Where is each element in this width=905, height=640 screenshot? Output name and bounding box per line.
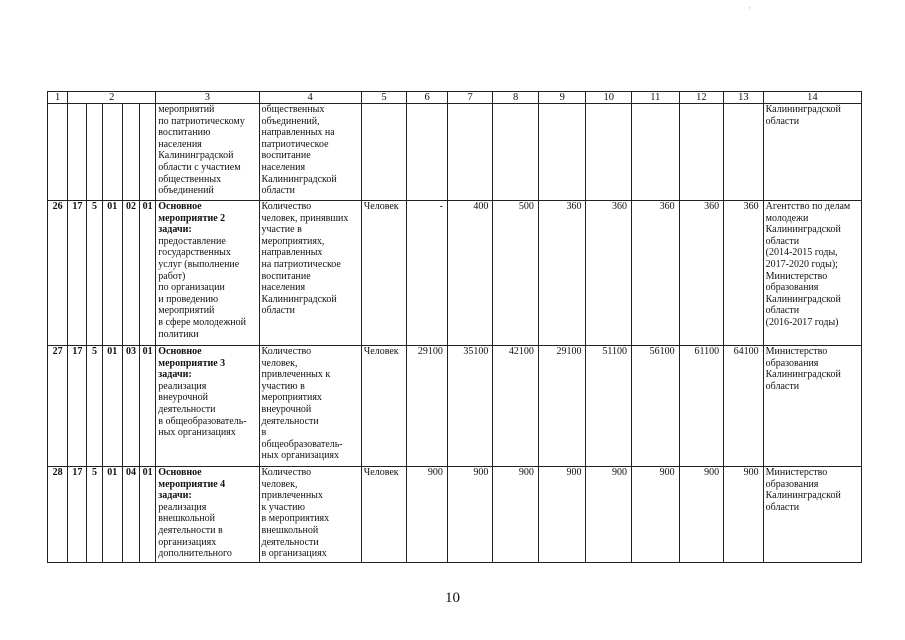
- code-subprogram: 5: [87, 201, 102, 346]
- column-number: 10: [586, 92, 632, 104]
- row-number: 26: [48, 201, 68, 346]
- code-indicator: [140, 104, 156, 201]
- event-description: реализация внешкольной деятельности в организациях дополнительного: [158, 501, 232, 560]
- event-name-cell: [156, 104, 259, 201]
- unit-of-measure: Человек: [361, 346, 407, 467]
- column-number: 11: [632, 92, 680, 104]
- row-number: 27: [48, 346, 68, 467]
- indicator-name: Количество человек, привлеченных к участию в мероприятиях внешкольной деятельности в организациях: [259, 467, 361, 563]
- indicator-value: 900: [407, 467, 447, 563]
- indicator-value: 900: [538, 467, 586, 563]
- indicator-value: 61100: [679, 346, 724, 467]
- code-task: 01: [102, 346, 122, 467]
- indicator-value: 360: [679, 201, 724, 346]
- code-indicator: 01: [140, 346, 156, 467]
- indicator-value: [679, 104, 724, 201]
- event-name-cell: [156, 201, 259, 346]
- indicator-value: 56100: [632, 346, 680, 467]
- column-number: 14: [763, 92, 861, 104]
- event-description: мероприятий по патриотическому воспитанию населения Калининградской области с участием общественных объединений: [158, 104, 245, 197]
- indicator-name: Количество человек, привлеченных к участию в мероприятиях внеурочной деятельности в общеобразователь- ных организациях: [259, 346, 361, 467]
- unit-of-measure: Человек: [361, 201, 407, 346]
- column-number: 12: [679, 92, 724, 104]
- code-task: 01: [102, 201, 122, 346]
- table-row: [48, 201, 862, 346]
- executor: Агентство по делам молодежи Калининградской области (2014-2015 годы, 2017-2020 годы); Министерство образования Калининградской области (2016-2017 годы): [763, 201, 861, 346]
- indicator-value: [407, 104, 447, 201]
- column-number: 13: [724, 92, 763, 104]
- indicator-value: 360: [632, 201, 680, 346]
- column-number: 3: [156, 92, 259, 104]
- column-number: 8: [493, 92, 539, 104]
- event-title: Основное мероприятие 4 задачи:: [158, 467, 226, 502]
- column-number: 4: [259, 92, 361, 104]
- unit-of-measure: Человек: [361, 467, 407, 563]
- indicator-value: 900: [447, 467, 493, 563]
- indicator-value: 900: [493, 467, 539, 563]
- executor: Министерство образования Калининградской области: [763, 467, 861, 563]
- indicator-value: [632, 104, 680, 201]
- column-number: 6: [407, 92, 447, 104]
- table-row: [48, 467, 862, 563]
- code-event: [122, 104, 139, 201]
- indicator-value: 900: [724, 467, 763, 563]
- event-name-cell: [156, 467, 259, 563]
- code-event: 04: [122, 467, 139, 563]
- code-subprogram: 5: [87, 467, 102, 563]
- column-number: 1: [48, 92, 68, 104]
- indicator-value: [724, 104, 763, 201]
- column-number: 9: [538, 92, 586, 104]
- indicator-value: 400: [447, 201, 493, 346]
- executor: Калининградской области: [763, 104, 861, 201]
- row-number: 28: [48, 467, 68, 563]
- code-event: 03: [122, 346, 139, 467]
- unit-of-measure: [361, 104, 407, 201]
- indicator-name: общественных объединений, направленных на патриотическое воспитание населения Калининградской области: [259, 104, 361, 201]
- indicator-value: 360: [724, 201, 763, 346]
- executor: Министерство образования Калининградской области: [763, 346, 861, 467]
- indicator-value: 500: [493, 201, 539, 346]
- event-name-cell: [156, 346, 259, 467]
- indicator-value: 360: [586, 201, 632, 346]
- indicator-value: 29100: [538, 346, 586, 467]
- indicator-value: [538, 104, 586, 201]
- code-indicator: 01: [140, 201, 156, 346]
- indicator-value: [447, 104, 493, 201]
- column-number: 5: [361, 92, 407, 104]
- code-task: 01: [102, 467, 122, 563]
- code-indicator: 01: [140, 467, 156, 563]
- code-event: 02: [122, 201, 139, 346]
- indicator-value: 35100: [447, 346, 493, 467]
- code-subprogram: 5: [87, 346, 102, 467]
- page-number: 10: [445, 590, 460, 606]
- code-program: 17: [68, 467, 87, 563]
- scan-mark: ·: [748, 3, 751, 13]
- indicator-value: -: [407, 201, 447, 346]
- code-task: [102, 104, 122, 201]
- indicator-value: 900: [679, 467, 724, 563]
- code-program: 17: [68, 346, 87, 467]
- table-row: [48, 104, 862, 201]
- indicator-value: [493, 104, 539, 201]
- indicator-value: 29100: [407, 346, 447, 467]
- column-number: 2: [68, 92, 156, 104]
- row-number: [48, 104, 68, 201]
- indicator-value: 360: [538, 201, 586, 346]
- event-description: предоставление государственных услуг (выполнение работ) по организации и проведению мероприятий в сфере молодежной политики: [158, 235, 246, 340]
- indicator-value: 900: [586, 467, 632, 563]
- code-program: [68, 104, 87, 201]
- indicator-value: 42100: [493, 346, 539, 467]
- table-row: [48, 346, 862, 467]
- indicator-value: 900: [632, 467, 680, 563]
- indicator-value: 51100: [586, 346, 632, 467]
- column-number: 7: [447, 92, 493, 104]
- code-program: 17: [68, 201, 87, 346]
- column-number-row: [48, 92, 862, 104]
- indicator-value: [586, 104, 632, 201]
- table-body: [48, 104, 862, 563]
- indicator-value: 64100: [724, 346, 763, 467]
- event-description: реализация внеурочной деятельности в общеобразователь- ных организациях: [158, 380, 247, 439]
- program-indicators-table: [47, 91, 862, 563]
- event-title: Основное мероприятие 3 задачи:: [158, 346, 226, 381]
- event-title: Основное мероприятие 2 задачи:: [158, 201, 226, 236]
- code-subprogram: [87, 104, 102, 201]
- indicator-name: Количество человек, принявших участие в мероприятиях, направленных на патриотическое воспитание населения Калининградской области: [259, 201, 361, 346]
